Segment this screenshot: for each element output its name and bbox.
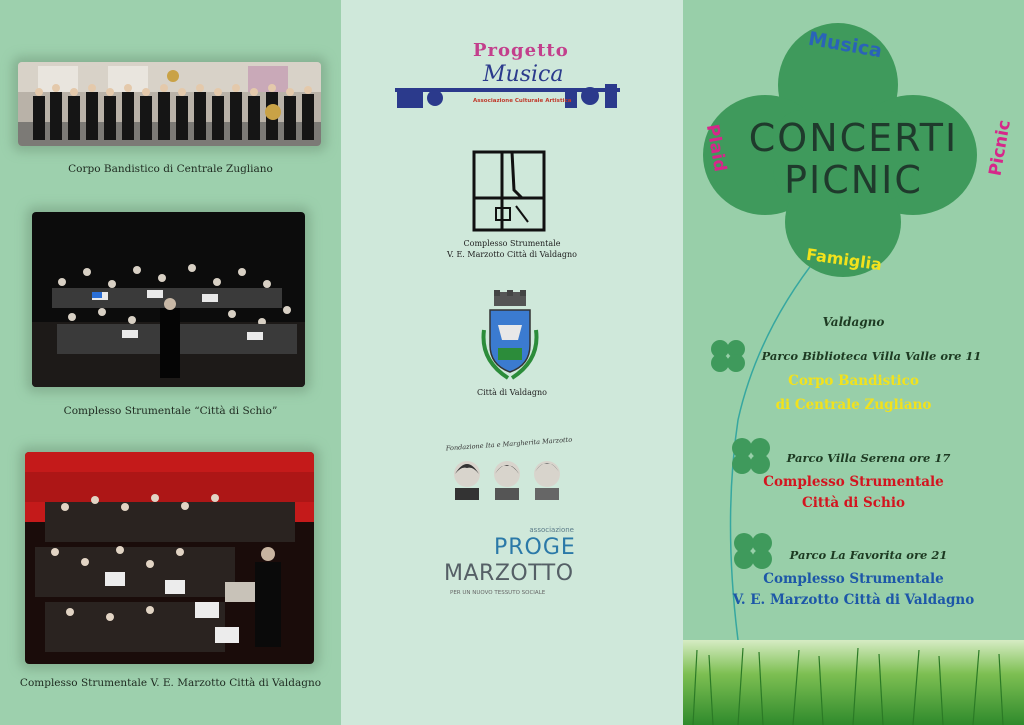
proge-line1: PROGE [494,535,576,560]
valdagno-caption: Città di Valdagno [477,388,547,397]
caption-schio: Complesso Strumentale “Città di Schio” [63,405,278,417]
band-photo-zugliano [18,62,321,146]
proge-tagline: PER UN NUOVO TESSUTO SOCIALE [450,590,546,596]
word-musica: Musica [806,27,884,63]
city-label: Valdagno [822,315,885,329]
valdagno-coat-of-arms [478,290,542,384]
caption-zugliano: Corpo Bandistico di Centrale Zugliano [68,163,273,175]
logo-title-bottom: Musica [483,62,564,87]
proge-marzotto-logo [440,526,580,606]
event-2-location: Parco Villa Serena ore 17 [786,451,951,465]
marzotto-ensemble-logo [472,150,546,232]
event-3-location: Parco La Favorita ore 21 [789,548,948,562]
fondazione-text: Fondazione Ita e Margherita Marzotto [445,435,573,453]
marzotto-caption-line1: Complesso Strumentale [463,239,561,248]
band-photo-schio [32,212,305,387]
event-3-name-line2: V. E. Marzotto Città di Valdagno [732,592,975,608]
event-2-name-line1: Complesso Strumentale [763,474,944,490]
marzotto-caption-line2: V. E. Marzotto Città di Valdagno [447,250,577,259]
progetto-musica-logo [395,40,625,115]
title-line2: PICNIC [784,158,923,202]
fondazione-logo [443,435,575,500]
proge-assoc: associazione [529,526,574,534]
word-plaid: Plaid [701,122,730,174]
caption-marzotto: Complesso Strumentale V. E. Marzotto Città di Valdagno [19,677,322,689]
logo-subtitle: Associazione Culturale Artistica [473,98,572,104]
event-2-name-line2: Città di Schio [802,495,905,511]
event-1-name-line2: di Centrale Zugliano [775,397,932,413]
title-line1: CONCERTI [748,116,959,160]
word-picnic: Picnic [985,118,1015,178]
band-photo-marzotto [25,452,314,664]
word-famiglia: Famiglia [805,244,884,275]
event-1-location: Parco Biblioteca Villa Valle ore 11 [761,349,982,363]
logo-title-top: Progetto [473,40,569,61]
event-3-name-line1: Complesso Strumentale [763,571,944,587]
proge-line2: MARZOTTO [444,561,574,586]
event-1-name-line1: Corpo Bandistico [788,373,919,389]
